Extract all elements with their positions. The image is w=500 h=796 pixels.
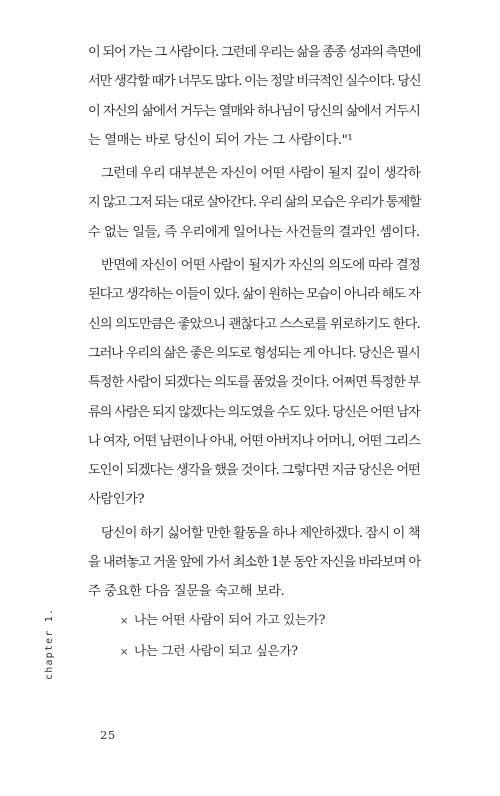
text-line: 류의 사람은 되지 않겠다는 의도였을 수도 있다. 당신은 어떤 남자 (88, 404, 420, 420)
paragraph-3 (88, 251, 420, 515)
question-text: 나는 그런 사람이 되고 싶은가? (134, 643, 298, 658)
text-line: 당신이 하기 싫어할 만한 활동을 하나 제안하겠다. 잠시 이 책 (101, 525, 420, 541)
list-item (120, 636, 420, 667)
paragraph-2 (88, 159, 420, 247)
text-line: 그러나 우리의 삶은 좋은 의도로 형성되는 게 아니다. 당신은 필시 (88, 345, 420, 361)
question-text: 나는 어떤 사람이 되어 가고 있는가? (134, 612, 326, 627)
paragraph-4 (88, 519, 420, 607)
text-line: 신의 의도만큼은 좋았으니 괜찮다고 스스로를 위로하기도 한다. (88, 316, 421, 332)
text-line: 주 중요한 다음 질문을 숙고해 보라. (88, 584, 285, 600)
text-line: 특정한 사람이 되겠다는 의도를 품었을 것이다. 어쩌면 특정한 부 (88, 375, 420, 391)
text-line: 도인이 되겠다는 생각을 했을 것이다. 그렇다면 지금 당신은 어떤 (88, 463, 420, 479)
bullet-icon: × (120, 616, 129, 627)
text-line: 는 열매는 바로 당신이 되어 가는 그 사람이다."¹ (88, 132, 353, 148)
list-item (120, 605, 420, 636)
text-line: 지 않고 그저 되는 대로 살아간다. 우리 삶의 모습은 우리가 통제할 (88, 195, 421, 211)
text-line: 그런데 우리 대부분은 자신이 어떤 사람이 될지 깊이 생각하 (101, 166, 421, 182)
text-line: 을 내려놓고 거울 앞에 가서 최소한 1분 동안 자신을 바라보며 아 (88, 555, 421, 571)
text-line: 이 자신의 삶에서 거두는 열매와 하나님이 당신의 삶에서 거두시 (88, 103, 420, 119)
text-line: 서만 생각할 때가 너무도 많다. 이는 정말 비극적인 실수이다. 당신 (88, 74, 421, 90)
text-line: 된다고 생각하는 이들이 있다. 삶이 원하는 모습이 아니라 해도 자 (88, 287, 420, 303)
text-line: 이 되어 가는 그 사람이다. 그런데 우리는 삶을 종종 성과의 측면에 (88, 45, 421, 60)
paragraph-1 (88, 38, 420, 155)
text-line: 수 없는 일들, 즉 우리에게 일어나는 사건들의 결과인 셈이다. (88, 224, 420, 240)
bullet-icon: × (120, 647, 129, 658)
body-text (88, 38, 420, 611)
chapter-label: chapter 1. (44, 607, 55, 680)
text-line: 나 여자, 어떤 남편이나 아내, 어떤 아버지나 어머니, 어떤 그리스 (88, 433, 420, 449)
question-list (120, 605, 420, 667)
text-line: 반면에 자신이 어떤 사람이 될지가 자신의 의도에 따라 결정 (101, 258, 421, 274)
page-number: 25 (100, 728, 116, 742)
text-line: 사람인가? (88, 492, 145, 508)
